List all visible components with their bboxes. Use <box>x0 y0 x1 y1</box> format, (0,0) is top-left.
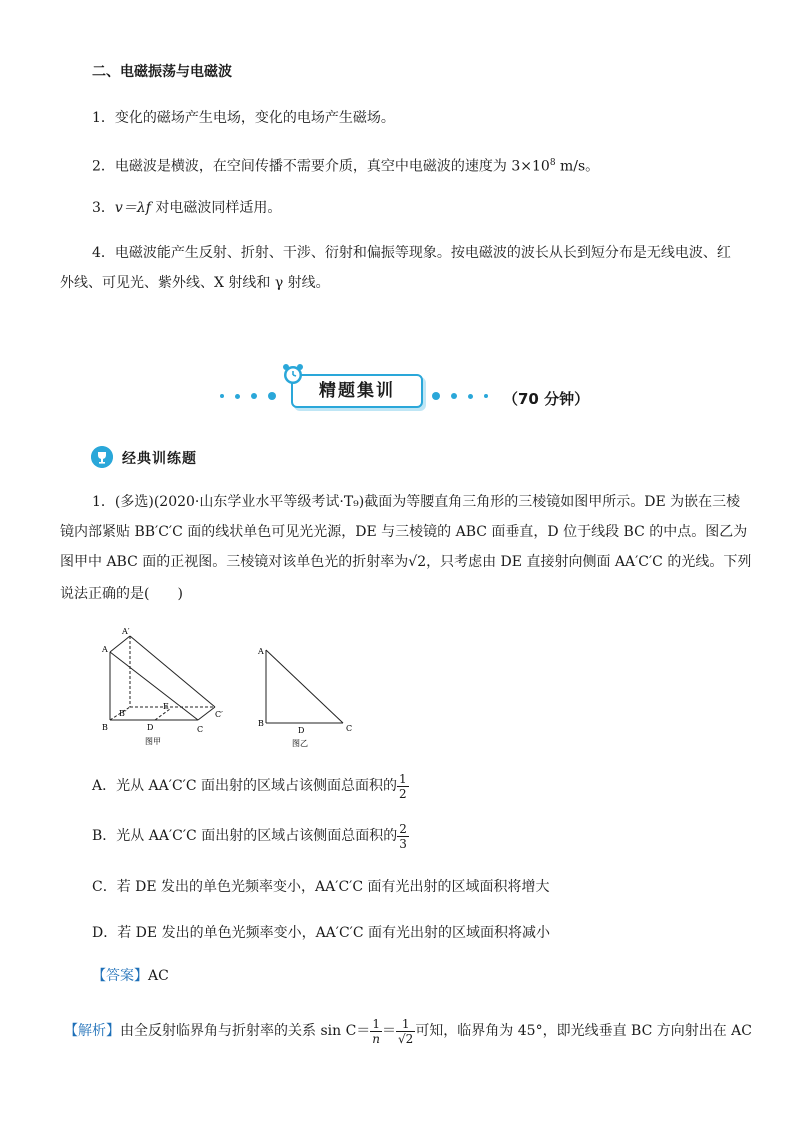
analysis-text-2: 可知，临界角为 45°，即光线垂直 BC 方向射出在 AC <box>415 1023 753 1039</box>
analysis <box>64 1014 752 1048</box>
figure-prism-3d <box>100 620 240 750</box>
point-2-exponent: 8 <box>549 158 556 168</box>
subsection-title: 经典训练题 <box>122 451 197 467</box>
label-e: E <box>163 702 169 711</box>
point-3 <box>92 198 281 218</box>
fraction-denominator: n <box>372 1031 381 1046</box>
analysis-fraction-2 <box>396 1017 415 1046</box>
label-b: B <box>258 719 264 728</box>
answer-value: AC <box>148 968 169 984</box>
label-d: D <box>147 723 154 732</box>
fraction-denominator: 2 <box>399 786 407 801</box>
dot-decoration <box>251 393 257 399</box>
question-line-2: 镜内部紧贴 BB′C′C 面的线状单色可见光光源，DE 与三棱镜的 ABC 面垂直，D 位于线段 BC 的中点。图乙为 <box>60 524 748 540</box>
option-c: C．若 DE 发出的单色光频率变小，AA′C′C 面有光出射的区域面积将增大 <box>92 879 550 895</box>
option-a-text: A．光从 AA′C′C 面出射的区域占该侧面总面积的 <box>92 778 398 794</box>
label-a: A <box>102 645 108 654</box>
point-2-unit: m/s。 <box>555 158 600 175</box>
dot-decoration <box>468 394 473 399</box>
banner-duration: （70 分钟） <box>503 390 590 408</box>
option-a <box>92 770 409 802</box>
question-line-4: 说法正确的是( ) <box>60 586 183 602</box>
label-d: D <box>298 726 305 735</box>
point-3-text: 对电磁波同样适用。 <box>150 200 282 216</box>
dot-decoration <box>484 394 488 398</box>
label-c-prime: C′ <box>215 710 223 719</box>
option-b-fraction <box>397 822 409 851</box>
point-1: 1．变化的磁场产生电场，变化的电场产生磁场。 <box>92 110 395 126</box>
question-line-3: 图甲中 ABC 面的正视图。三棱镜对该单色光的折射率为√2，只考虑由 DE 直接射向侧面 AA′C′C 的光线。下列 <box>60 554 752 570</box>
point-2-text: 2．电磁波是横波，在空间传播不需要介质，真空中电磁波的速度为 3×10 <box>92 158 550 175</box>
label-c: C <box>197 725 204 734</box>
label-b-prime: B′ <box>119 709 127 718</box>
banner-dots-right <box>432 392 499 400</box>
dot-decoration <box>451 393 457 399</box>
question-line-1: 1．(多选)(2020·山东学业水平等级考试·T₉)截面为等腰直角三角形的三棱镜如图甲所示。DE 为嵌在三棱 <box>92 494 741 510</box>
dot-decoration <box>220 394 224 398</box>
label-a: A <box>258 647 264 656</box>
option-b-text: B．光从 AA′C′C 面出射的区域占该侧面总面积的 <box>92 828 398 844</box>
analysis-equals: ＝ <box>382 1023 397 1039</box>
fraction-denominator: √2 <box>398 1031 414 1046</box>
banner-title: 精题集训 <box>291 374 423 408</box>
analysis-fraction-1 <box>370 1017 382 1046</box>
dot-decoration <box>235 394 240 399</box>
fraction-numerator: 2 <box>399 821 407 836</box>
option-d: D．若 DE 发出的单色光频率变小，AA′C′C 面有光出射的区域面积将减小 <box>92 925 551 941</box>
section-heading: 二、电磁振荡与电磁波 <box>92 64 232 80</box>
point-2 <box>92 153 599 177</box>
alarm-clock-icon <box>281 362 305 386</box>
fraction-numerator: 1 <box>370 1017 382 1032</box>
answer-label: 【答案】 <box>92 968 148 984</box>
point-3-formula: v＝λf <box>114 200 151 216</box>
option-a-fraction <box>397 772 409 801</box>
answer <box>92 966 169 986</box>
label-b: B <box>102 723 108 732</box>
figure-triangle-front <box>255 640 365 750</box>
analysis-label: 【解析】 <box>64 1023 120 1039</box>
point-4-line-1: 4．电磁波能产生反射、折射、干涉、衍射和偏振等现象。按电磁波的波长从长到短分布是无线电波、红 <box>92 245 731 261</box>
dot-decoration <box>432 392 440 400</box>
figure-2-caption: 图乙 <box>292 739 308 748</box>
label-c: C <box>346 724 353 733</box>
dot-decoration <box>268 392 276 400</box>
fraction-numerator: 1 <box>399 771 407 786</box>
fraction-denominator: 3 <box>399 836 407 851</box>
trophy-icon <box>91 446 113 468</box>
point-4-line-2: 外线、可见光、紫外线、X 射线和 γ 射线。 <box>60 275 330 291</box>
figure-1-caption: 图甲 <box>145 737 161 746</box>
banner-dots-left <box>220 392 287 400</box>
point-3-number: 3． <box>92 200 115 216</box>
option-b <box>92 820 409 852</box>
fraction-numerator: 1 <box>396 1017 415 1032</box>
label-a-prime: A′ <box>122 627 130 636</box>
analysis-text-1: 由全反射临界角与折射率的关系 sin C＝ <box>120 1023 371 1039</box>
